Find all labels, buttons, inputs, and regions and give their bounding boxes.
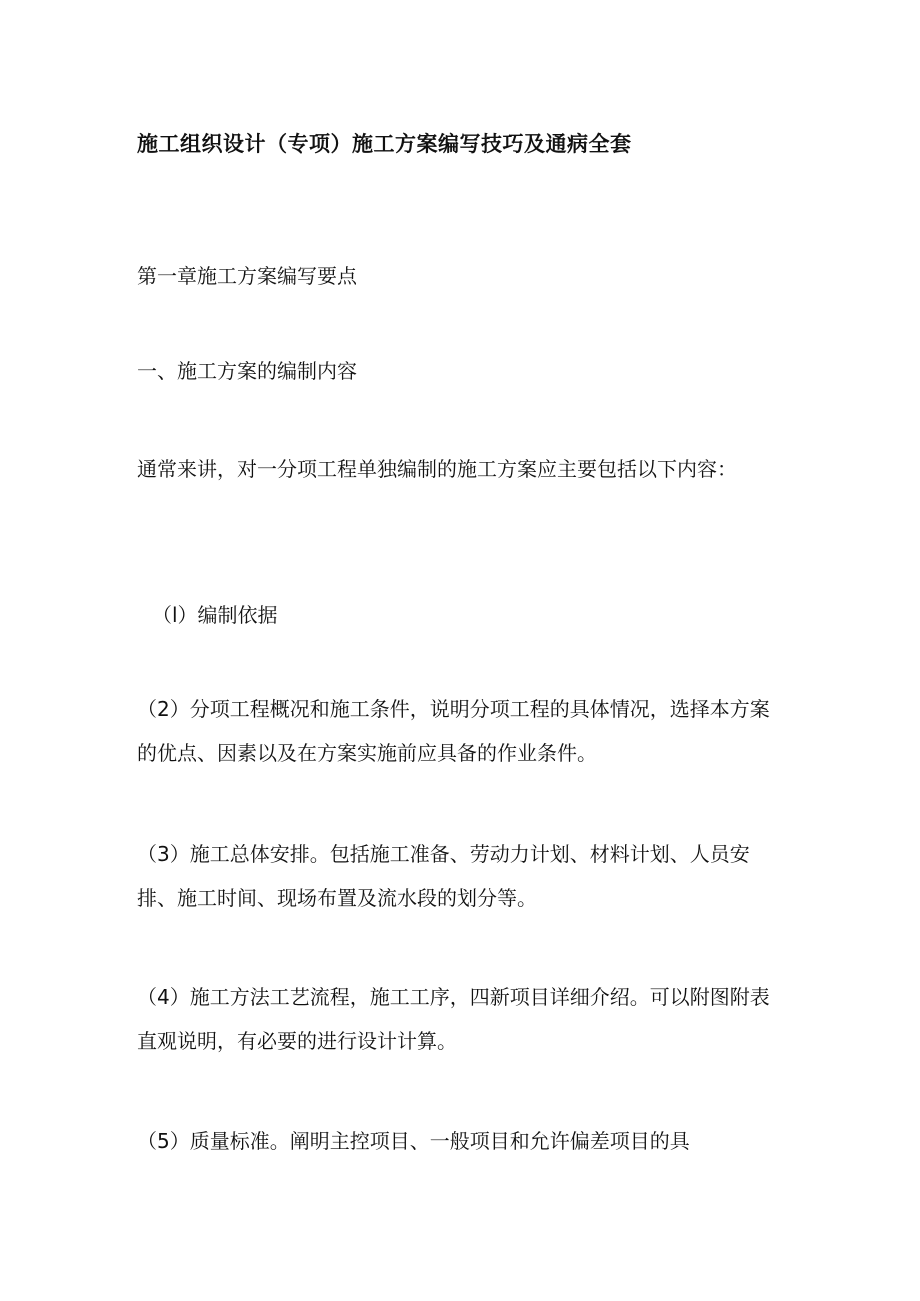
list-item: （4）施工方法工艺流程，施工工序，四新项目详细介绍。可以附图附表直观说明，有必要的进行设计计算。: [137, 985, 770, 1053]
chapter-heading: 第一章施工方案编写要点: [137, 264, 357, 288]
list-item: （3）施工总体安排。包括施工准备、劳动力计划、材料计划、人员安排、施工时间、现场布置及流水段的划分等。: [137, 842, 750, 910]
list-item: （2）分项工程概况和施工条件，说明分项工程的具体情况，选择本方案的优点、因素以及在方案实施前应具备的作业条件。: [137, 697, 770, 765]
document-title: 施工组织设计（专项）施工方案编写技巧及通病全套: [137, 132, 632, 156]
intro-paragraph: 通常来讲，对一分项工程单独编制的施工方案应主要包括以下内容：: [137, 457, 737, 481]
list-item: （5）质量标准。阐明主控项目、一般项目和允许偏差项目的具: [137, 1129, 690, 1153]
list-item: （l）编制依据: [152, 603, 278, 627]
section-heading: 一、施工方案的编制内容: [137, 359, 357, 383]
